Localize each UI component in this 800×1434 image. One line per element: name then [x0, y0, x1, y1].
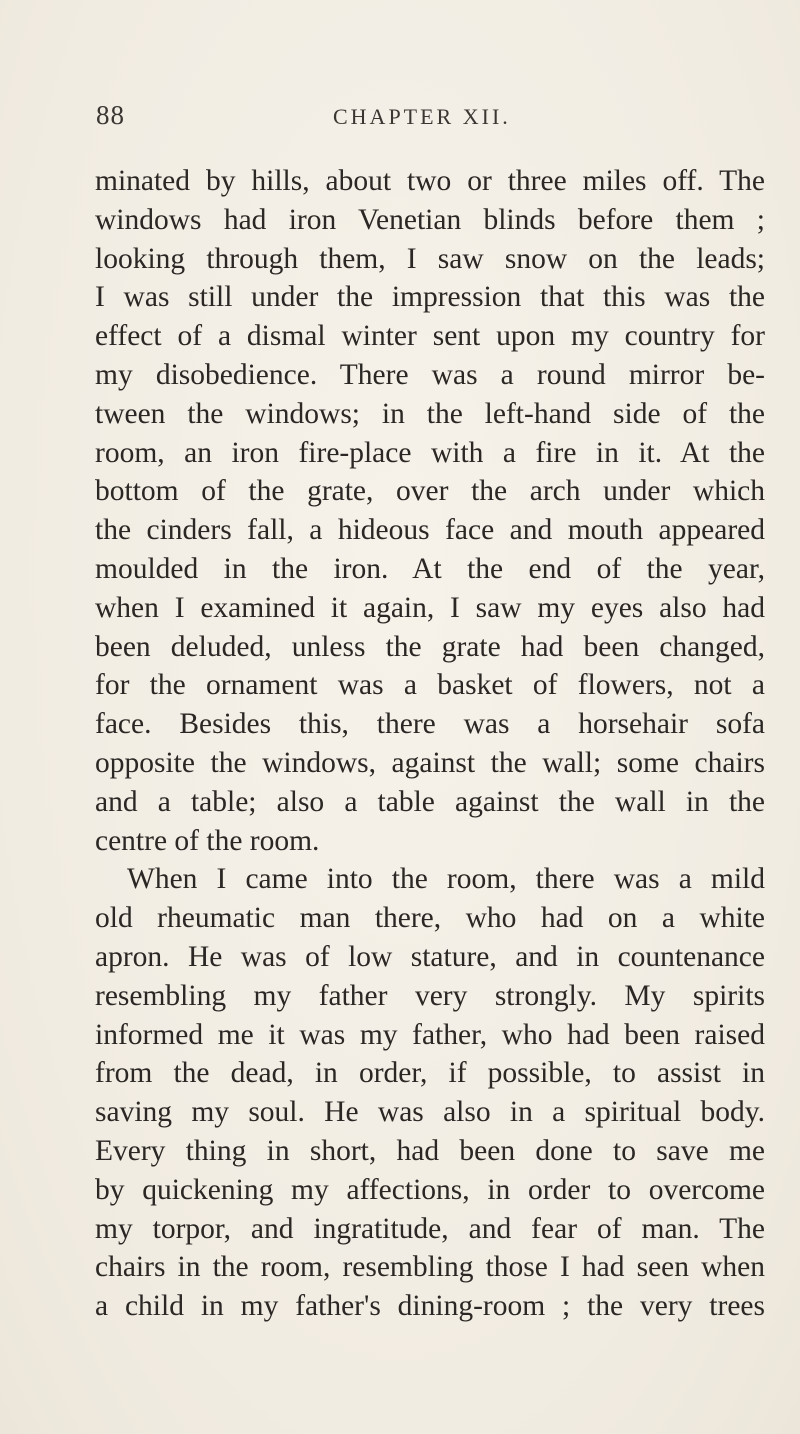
text-line: for the ornament was a basket of flowers, not a: [95, 669, 765, 702]
text-line: Every thing in short, had been done to save me: [95, 1134, 765, 1167]
text-line: a child in my father's dining-room ; the very trees: [95, 1290, 765, 1323]
text-line: looking through them, I saw snow on the leads;: [95, 242, 765, 275]
text-line: informed me it was my father, who had been raised: [95, 1018, 765, 1051]
text-line: saving my soul. He was also in a spiritual body.: [95, 1096, 765, 1129]
text-line: opposite the windows, against the wall; some chairs: [95, 746, 765, 779]
text-line-paragraph-end: centre of the room.: [95, 824, 320, 857]
text-line: my torpor, and ingratitude, and fear of man. The: [95, 1212, 765, 1245]
text-line: from the dead, in order, if possible, to assist in: [95, 1057, 765, 1090]
text-line: and a table; also a table against the wall in the: [95, 785, 765, 818]
text-line: my disobedience. There was a round mirror be-: [95, 358, 765, 391]
text-line: tween the windows; in the left-hand side of the: [95, 397, 765, 430]
text-line: bottom of the grate, over the arch under which: [95, 475, 765, 508]
text-line: been deluded, unless the grate had been changed,: [95, 630, 765, 663]
text-line: effect of a dismal winter sent upon my country for: [95, 320, 765, 353]
text-line: by quickening my affections, in order to overcome: [95, 1173, 765, 1206]
text-line: face. Besides this, there was a horsehair sofa: [95, 708, 765, 741]
text-line: minated by hills, about two or three miles off. The: [95, 165, 765, 197]
page-header: [0, 100, 800, 140]
text-line: apron. He was of low stature, and in countenance: [95, 940, 765, 973]
text-line: resembling my father very strongly. My spirits: [95, 979, 765, 1012]
text-line: room, an iron fire-place with a fire in it. At the: [95, 436, 765, 469]
running-head: CHAPTER XII.: [333, 104, 511, 129]
text-line: the cinders fall, a hideous face and mouth appeared: [95, 514, 765, 547]
text-line: moulded in the iron. At the end of the year,: [95, 552, 765, 585]
page-number: 88: [96, 100, 125, 130]
body-text: [95, 162, 765, 1326]
text-line: old rheumatic man there, who had on a white: [95, 902, 765, 935]
text-line: I was still under the impression that this was the: [95, 281, 765, 314]
text-line-paragraph-start: When I came into the room, there was a mild: [127, 863, 765, 896]
text-line: chairs in the room, resembling those I had seen when: [95, 1251, 765, 1284]
text-line: when I examined it again, I saw my eyes also had: [95, 591, 765, 624]
text-line: windows had iron Venetian blinds before them ;: [95, 203, 765, 236]
